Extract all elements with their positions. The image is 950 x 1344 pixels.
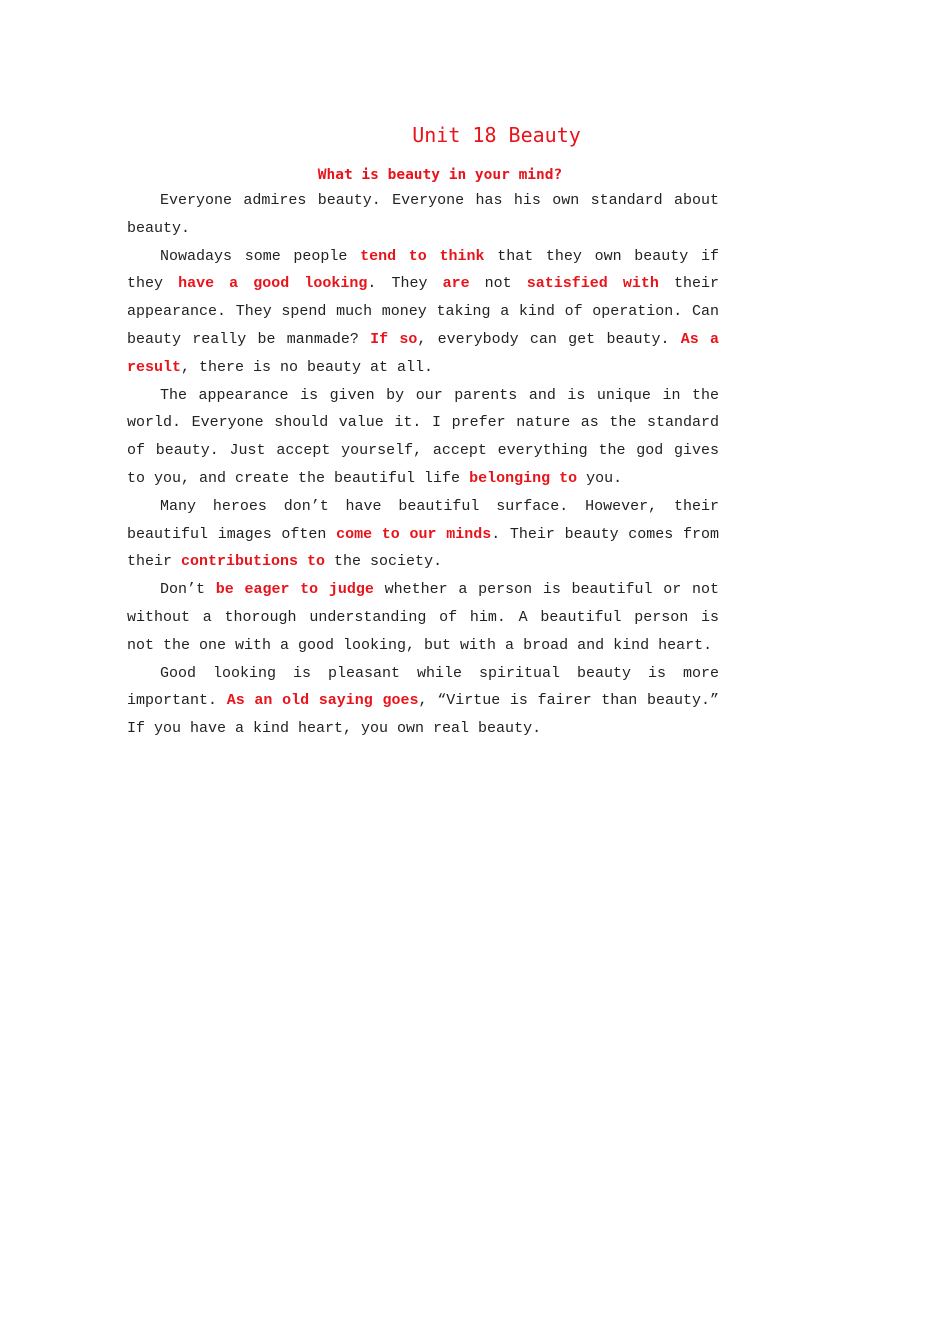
highlighted-phrase: As an old saying goes bbox=[226, 692, 419, 710]
paragraph-6 bbox=[127, 660, 719, 743]
text-run: not bbox=[469, 275, 527, 293]
highlighted-phrase: As a result bbox=[127, 330, 720, 376]
text-run: , there is no beauty at all. bbox=[181, 358, 434, 376]
paragraph-1 bbox=[127, 187, 719, 243]
paragraph-4 bbox=[127, 493, 719, 576]
text-run: Good looking is pleasant while spiritual beauty is more important. bbox=[127, 664, 719, 710]
highlighted-phrase: belonging to bbox=[469, 469, 578, 487]
text-run: , everybody can get beauty. bbox=[417, 330, 681, 348]
text-run: their appearance. They spend much money taking a kind of operation. Can beauty really be manmade? bbox=[127, 275, 719, 348]
text-run: . Their beauty comes from their bbox=[127, 525, 719, 571]
text-run: Don’t bbox=[160, 581, 216, 599]
text-run: the society. bbox=[325, 553, 443, 571]
text-run: Everyone admires beauty. Everyone has his own standard about beauty. bbox=[127, 192, 719, 237]
paragraph-2 bbox=[127, 243, 719, 382]
page-title: Unit 18 Beauty bbox=[412, 123, 581, 147]
highlighted-phrase: satisfied with bbox=[526, 275, 659, 293]
page-subtitle: What is beauty in your mind? bbox=[317, 167, 563, 183]
highlighted-phrase: contributions to bbox=[181, 553, 326, 571]
paragraph-5 bbox=[127, 576, 719, 659]
highlighted-phrase: If so bbox=[370, 330, 418, 348]
text-run: Many heroes don’t have beautiful surface. However, their beautiful images often bbox=[127, 497, 719, 543]
text-run: that they own beauty if they bbox=[127, 247, 719, 293]
highlighted-phrase: tend to think bbox=[360, 247, 485, 265]
text-run: , “Virtue is fairer than beauty.” If you have a kind heart, you own real beauty. bbox=[127, 692, 719, 738]
text-run: whether a person is beautiful or not without a thorough understanding of him. A beautiful person is not the one with a good looking, but with a broad and kind heart. bbox=[127, 581, 719, 654]
highlighted-phrase: come to our minds bbox=[336, 525, 492, 543]
highlighted-phrase: have a good looking bbox=[178, 275, 368, 293]
highlighted-phrase: are bbox=[442, 275, 470, 293]
text-run: The appearance is given by our parents and is unique in the world. Everyone should value it. I prefer nature as the standard of beauty. Just accept yourself, accept everything the god gives to you, and create the beautiful life bbox=[127, 386, 719, 487]
highlighted-phrase: be eager to judge bbox=[215, 581, 374, 599]
text-run: you. bbox=[577, 469, 623, 487]
paragraph-3 bbox=[127, 382, 719, 493]
article-body bbox=[127, 187, 719, 743]
text-run: . They bbox=[367, 275, 443, 293]
text-run: Nowadays some people bbox=[160, 247, 361, 265]
